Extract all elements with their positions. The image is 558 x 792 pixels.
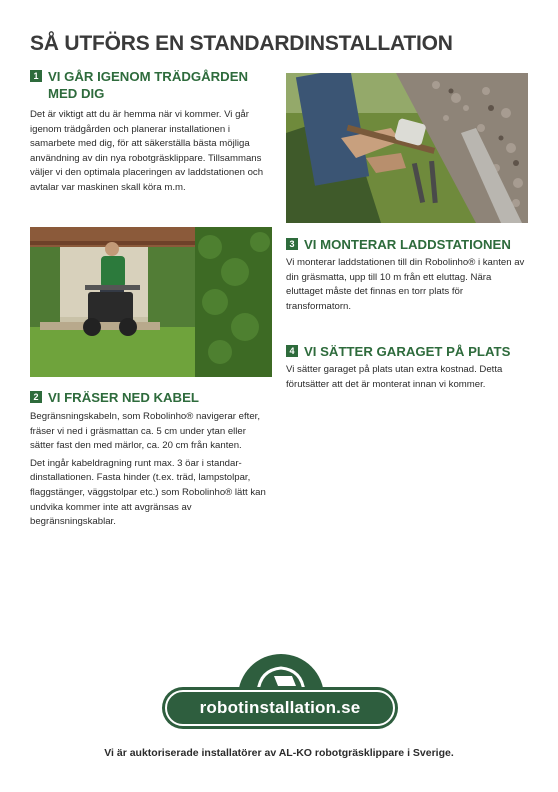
- step-3-number: 3: [286, 238, 298, 250]
- step-1-number: 1: [30, 70, 42, 82]
- step-1-heading: [30, 68, 270, 102]
- logo-pill: [162, 687, 398, 729]
- step-4-heading: [286, 343, 526, 360]
- photo-cable-machine-image: [30, 227, 272, 377]
- step-4-paragraph: Vi sätter garaget på plats utan extra kostnad. Detta förutsätter att det är monterat innan vi kommer.: [286, 364, 503, 390]
- step-2-paragraph-2: Det ingår kabeldragning runt max. 3 öar i standardinstallationen. Fasta hinder (t.ex. träd, lampstolpar, flaggstänger, väggstolpar etc.) som Robolinho® lätt kan undvika kommer inte att avgränsas av begränsningskablar.: [30, 457, 266, 528]
- step-3-heading: [286, 236, 526, 253]
- photo-hammering-pegs-image: [286, 73, 528, 223]
- step-1-body: [30, 108, 272, 196]
- step-3-heading-line1: VI MONTERAR LADDSTATIONEN: [304, 237, 511, 252]
- step-1-heading-line1: VI GÅR IGENOM TRÄDGÅRDEN: [48, 69, 249, 84]
- logo-text: robotinstallation.se: [165, 690, 395, 726]
- step-3-body: [286, 256, 526, 314]
- step-3-paragraph: Vi monterar laddstationen till din Robolinho® i kanten av din gräsmatta, upp till 10 m från ett eluttag. Nära eluttaget måste det finnas en torr plats för transformatorn.: [286, 257, 525, 312]
- step-4-heading-line1: VI SÄTTER GARAGET PÅ PLATS: [304, 344, 511, 359]
- step-1-paragraph: Det är viktigt att du är hemma när vi kommer. Vi går igenom trädgården och planerar installationen i samarbete med dig, för att säkerställa bästa möjliga användning av din nya robotgräsklippare. Tillsammans väljer vi den optimala placeringen av laddstationen och avtalar var maskinen skall köra m.m.: [30, 109, 264, 193]
- photo-cable-machine: [30, 227, 272, 377]
- step-2-heading: [30, 389, 270, 406]
- step-2-number: 2: [30, 391, 42, 403]
- step-2-heading-line1: VI FRÄSER NED KABEL: [48, 390, 199, 405]
- step-2-body: [30, 410, 270, 530]
- step-4-number: 4: [286, 345, 298, 357]
- footer-text: Vi är auktoriserade installatörer av AL-KO robotgräsklippare i Sverige.: [104, 747, 454, 759]
- step-4-body: [286, 363, 526, 392]
- page-title: SÅ UTFÖRS EN STANDARDINSTALLATION: [30, 32, 453, 55]
- step-2-paragraph-1: Begränsningskabeln, som Robolinho® navigerar efter, fräser vi ned i gräsmattan ca. 5 cm under ytan eller sätter fast den med märlor, ca. 20 cm från kanten.: [30, 411, 260, 452]
- robotinstallation-logo: [160, 654, 400, 732]
- step-1-heading-line2: MED DIG: [48, 86, 105, 101]
- photo-hammering-pegs: [286, 73, 528, 223]
